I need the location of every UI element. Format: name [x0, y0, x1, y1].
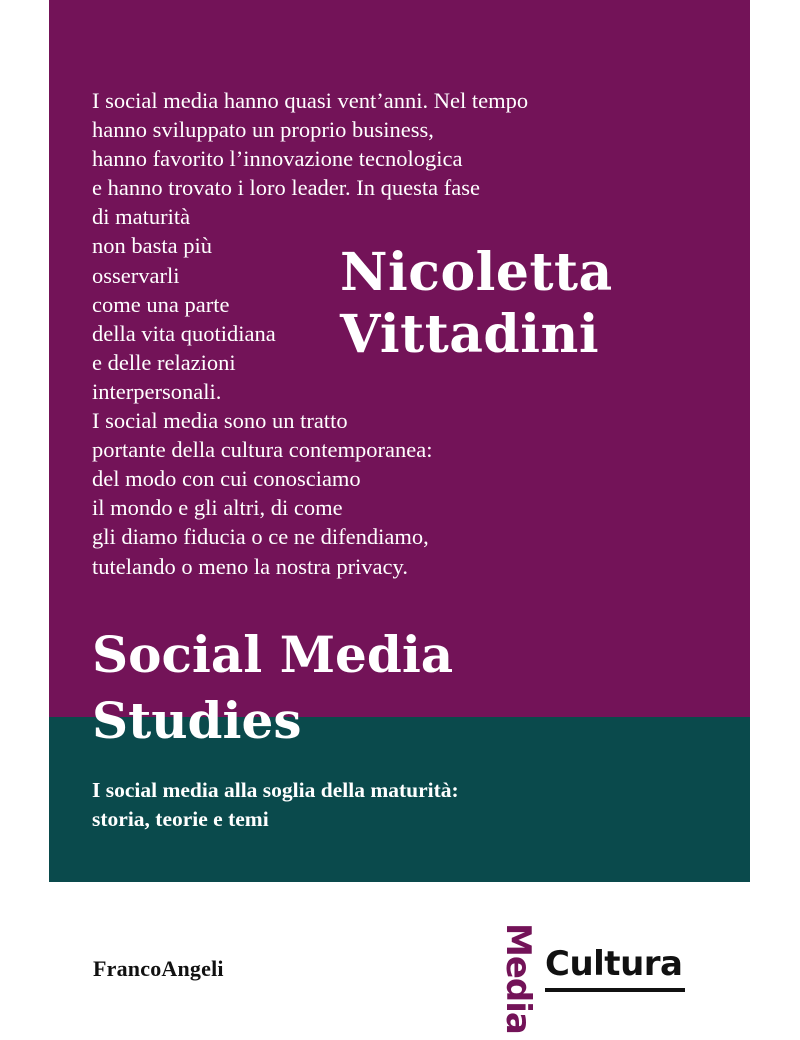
- blurb-line: di maturità: [92, 204, 191, 230]
- blurb-line: del modo con cui conosciamo: [92, 466, 361, 492]
- blurb-line: I social media hanno quasi vent’anni. Nel tempo: [92, 88, 529, 113]
- subtitle-line-1: I social media alla soglia della maturità:: [92, 778, 459, 802]
- book-title: [92, 622, 453, 754]
- author-last-name: Vittadini: [340, 304, 600, 365]
- publisher-name: FrancoAngeli: [93, 956, 224, 981]
- blurb-line: e delle relazioni: [92, 349, 236, 375]
- blurb-line: hanno sviluppato un proprio business,: [92, 117, 434, 143]
- blurb-line: come una parte: [92, 291, 230, 317]
- author-name: [340, 242, 613, 366]
- subtitle-line-2: storia, teorie e temi: [92, 807, 269, 831]
- blurb-line: interpersonali.: [92, 378, 222, 404]
- blurb-line: osservarli: [92, 262, 180, 288]
- blurb-line: portante della cultura contemporanea:: [92, 437, 433, 463]
- blurb-line: tutelando o meno la nostra privacy.: [92, 553, 408, 579]
- blurb-line: il mondo e gli altri, di come: [92, 495, 343, 521]
- book-subtitle: [92, 776, 459, 834]
- blurb-line: non basta più: [92, 233, 212, 259]
- title-line-2: Studies: [92, 691, 302, 750]
- blurb-line: hanno favorito l’innovazione tecnologica: [92, 146, 463, 172]
- series-logo-underline: [545, 988, 685, 992]
- title-line-1: Social Media: [92, 625, 454, 684]
- blurb-line: e hanno trovato i loro leader. In questa fase: [92, 175, 480, 201]
- series-logo-cultura: Cultura: [545, 944, 683, 984]
- series-logo-media: Media: [498, 923, 538, 1034]
- blurb-line: I social media sono un tratto: [92, 408, 348, 434]
- blurb-line: della vita quotidiana: [92, 320, 276, 346]
- blurb-line: gli diamo fiducia o ce ne difendiamo,: [92, 524, 429, 550]
- author-first-name: Nicoletta: [340, 242, 613, 303]
